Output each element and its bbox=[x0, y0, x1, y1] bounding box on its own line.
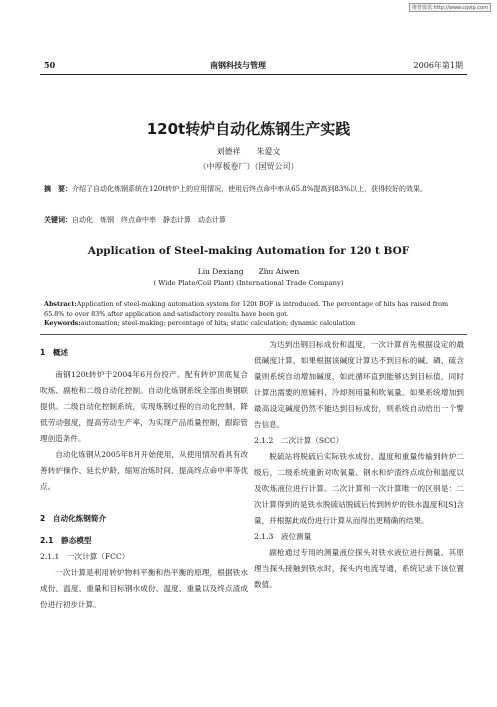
journal-name: 南钢科技与管理 bbox=[210, 61, 266, 70]
section-2-1-heading: 2.1 静态模型 bbox=[40, 536, 92, 545]
page-title-cn: 120t转炉自动化炼钢生产实践 bbox=[146, 120, 351, 138]
section-2-1-3-heading: 2.1.3 液位测量 bbox=[254, 532, 312, 541]
watermark: 维普资讯 http://www.cqvip.com bbox=[409, 3, 491, 12]
right-column bbox=[254, 337, 464, 593]
authors-cn: 刘德祥 朱爱文 bbox=[216, 147, 281, 156]
section-2-1-1-paragraph: 一次计算是利用转炉物料平衡和热平衡的原理，根据铁水成份、温度、重量和目标钢水成份、温度、重量以及终点渣成份进行初步计算。 bbox=[40, 568, 248, 609]
page-number: 50 bbox=[44, 60, 56, 70]
section-1-paragraph-1: 南钢120t转炉于2004年6月份投产。配有转炉顶底复合吹炼、副枪和二级自动化控制。自动化炼钢系统全部由奥钢联提供。二级自动化控制系统，实现炼钢过程的自动化控制，降低劳动强度，提高劳动生产率，为实现产品质量控制，跟踪管理创造条件。 bbox=[40, 370, 248, 443]
keywords-cn-text: 自动化 炼钢 终点命中率 静态计算 动态计算 bbox=[72, 216, 226, 224]
abstract-en bbox=[44, 299, 464, 319]
section-2-1-3-paragraph: 副枪通过专用的测量液位探头对铁水液位进行测量。其原理当探头接触到铁水时，探头内电流导通，系统记录下该位置数值。 bbox=[254, 548, 464, 589]
abstract-cn-label: 摘 要： bbox=[44, 185, 72, 193]
abstract-divider bbox=[40, 334, 467, 335]
section-2-1-1-heading: 2.1.1 一次计算（FCC） bbox=[40, 552, 130, 561]
abstract-en-label: Abstract: bbox=[44, 300, 77, 308]
section-2-1-2-heading: 2.1.2 二次计算（SCC） bbox=[254, 436, 344, 445]
section-1-heading: 1 概述 bbox=[40, 348, 69, 357]
abstract-cn bbox=[44, 182, 464, 196]
affiliation-cn: （中厚板卷厂）（国贸公司） bbox=[198, 162, 299, 171]
keywords-cn-label: 关键词： bbox=[44, 216, 72, 224]
section-2-1-1-continued: 为达到出钢目标成份和温度，一次计算首先根据设定的最低碱度计算，如果根据该碱度计算达不到目标的碱、磷、硫含量则系统自动增加碱度，如此循环直到能够达到目标值，同时计算出需要的原辅料、冷却剂用量和吹氧量。如果系统增加到最高设定碱度仍然不能达到目标成份，则系统自动给出一个警告信息。 bbox=[254, 340, 464, 429]
abstract-cn-text: 介绍了自动化炼钢系统在120t转炉上的应用情况，使用后终点命中率从65.8%提高到83%以上，获得较好的效果。 bbox=[72, 185, 427, 193]
keywords-en-text: automation; steel-making; percentage of hits; static calculation; dynamic calculation bbox=[80, 319, 356, 327]
section-1-paragraph-2: 自动化炼钢从2005年8月开始使用，从使用情况看具有改善转炉操作、延长炉龄、缩短冶炼时间、提高终点命中率等优点。 bbox=[40, 450, 248, 491]
affiliation-en: ( Wide Plate/Coil Plant) (International Trade Company) bbox=[153, 279, 344, 287]
section-2-1-2-paragraph: 脱硫站将脱硫后实际铁水成份、温度和重量传输到转炉二级后，二级系统重新对吹氧量、钢水和炉渣终点成份和温度以及吹炼液位进行计算。二次计算和一次计算唯一的区别是：二次计算得到的是铁水脱硫站脱硫后传到转炉的铁水温度和[S]含量，并根据此成份进行计算从而得出更精确的结果。 bbox=[254, 452, 464, 525]
page-title-en: Application of Steel-making Automation for 120 t BOF bbox=[87, 245, 410, 257]
keywords-en-label: Keywords: bbox=[44, 319, 81, 327]
header-divider bbox=[40, 74, 467, 75]
authors-en: Liu Dexiang Zhu Aiwen bbox=[197, 267, 300, 276]
keywords-cn bbox=[44, 215, 464, 225]
issue-label: 2006年第1期 bbox=[413, 61, 463, 70]
left-column bbox=[40, 345, 248, 613]
keywords-en bbox=[44, 319, 464, 327]
abstract-en-text: Application of steel-making automation system for 120t BOF is introduced. The percentage of hits has raised from 65.8% to over 83% after application and satisfactory results have been got. bbox=[44, 300, 449, 318]
section-2-heading: 2 自动化炼钢简介 bbox=[40, 514, 107, 523]
